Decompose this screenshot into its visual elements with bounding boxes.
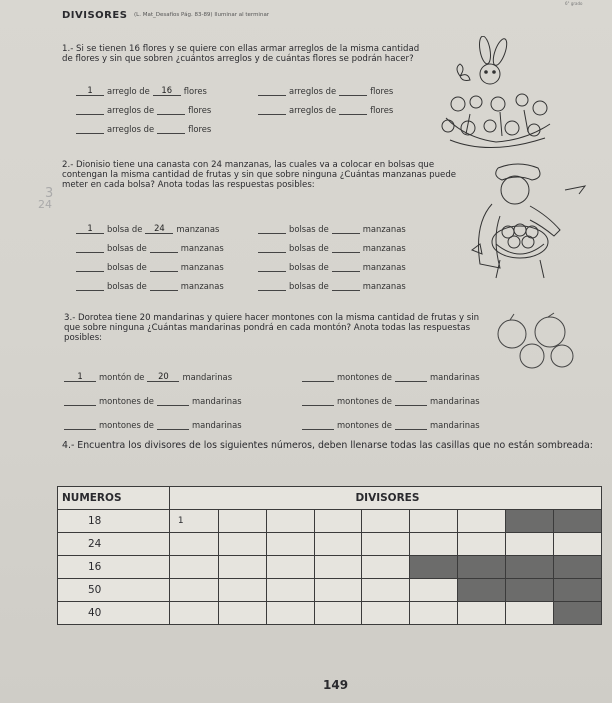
question-1-text: 1.- Si se tienen 16 flores y se quiere con ellas armar arreglos de la misma cantidad de flores y sin que sobren ¿cuántos arreglos y de cuántas flores se podrán hacer? (62, 44, 420, 64)
answer-label: mandarinas (191, 420, 242, 430)
answer-blank[interactable]: 1 (76, 223, 104, 234)
page-number: 149 (323, 678, 349, 692)
divisor-cell[interactable] (266, 556, 314, 579)
answer-label: arreglos de (289, 105, 337, 115)
answer-label: arreglos de (107, 124, 155, 134)
answer-line (258, 104, 396, 115)
answer-blank[interactable] (150, 242, 178, 253)
table-row (58, 510, 602, 533)
answer-label: flores (370, 105, 394, 115)
answer-line (76, 280, 227, 291)
divisor-cell[interactable] (218, 602, 266, 625)
divisor-cell[interactable] (362, 510, 410, 533)
answer-blank[interactable] (157, 395, 189, 406)
answer-label: bolsas de (107, 262, 147, 272)
answer-label: flores (370, 86, 394, 96)
answer-blank[interactable] (302, 395, 334, 406)
answer-label: manzanas (362, 243, 406, 253)
number-cell: 16 (58, 556, 170, 579)
answer-blank[interactable] (339, 85, 367, 96)
answer-blank[interactable] (332, 280, 360, 291)
answer-label: arreglos de (289, 86, 337, 96)
answer-label: bolsas de (289, 243, 329, 253)
divisor-cell[interactable] (553, 533, 601, 556)
divisor-cell[interactable] (169, 556, 218, 579)
corner-note: 6° grado (565, 1, 583, 6)
answer-blank[interactable] (76, 123, 104, 134)
answer-blank[interactable]: 1 (64, 371, 96, 382)
title-note: (L. Mat_Desafíos Pág. 83-89) Iluminar al terminar (134, 12, 270, 18)
header-numeros: NUMEROS (58, 487, 170, 510)
divisor-cell[interactable] (458, 510, 506, 533)
answer-blank[interactable] (339, 104, 367, 115)
answer-blank[interactable] (258, 242, 286, 253)
answer-label: montones de (99, 396, 154, 406)
divisor-cell[interactable]: 1 (169, 510, 218, 533)
margin-mark-bottom: 24 (38, 198, 52, 211)
answer-label: montones de (337, 396, 392, 406)
answer-blank[interactable]: 20 (147, 371, 179, 382)
answer-line (76, 223, 222, 234)
divisor-cell[interactable] (266, 533, 314, 556)
divisor-cell[interactable] (314, 533, 362, 556)
divisor-cell[interactable] (266, 510, 314, 533)
answer-line (302, 419, 483, 430)
answer-label: manzanas (180, 243, 224, 253)
answer-label: flores (188, 124, 212, 134)
question-2-text: 2.- Dionisio tiene una canasta con 24 manzanas, las cuales va a colocar en bolsas que contengan la misma cantidad de frutas y sin que sobre ninguna ¿Cuántas manzanas puede meter en cada bolsa? Anota todas las respuestas posibles: (62, 160, 457, 190)
divisor-cell[interactable] (218, 510, 266, 533)
divisor-cell[interactable] (169, 533, 218, 556)
oranges-illustration (482, 312, 592, 372)
answer-label: manzanas (176, 224, 220, 234)
divisor-cell[interactable] (218, 533, 266, 556)
number-cell: 50 (58, 579, 170, 602)
answer-label: montones de (337, 372, 392, 382)
answer-blank[interactable] (332, 242, 360, 253)
answer-label: manzanas (362, 281, 406, 291)
answer-label: arreglos de (107, 105, 155, 115)
answer-label: montones de (337, 420, 392, 430)
shaded-cell (410, 556, 458, 579)
answer-blank[interactable] (332, 261, 360, 272)
divisor-cell[interactable] (169, 602, 218, 625)
divisor-cell[interactable] (410, 533, 458, 556)
divisor-cell[interactable] (314, 602, 362, 625)
answer-label: bolsas de (289, 224, 329, 234)
shaded-cell (506, 510, 554, 533)
margin-mark-top: 3 (45, 186, 54, 201)
divisor-cell[interactable] (362, 533, 410, 556)
table-row (58, 602, 602, 625)
divisor-cell[interactable] (314, 510, 362, 533)
answer-blank[interactable] (157, 123, 185, 134)
number-cell: 40 (58, 602, 170, 625)
answer-blank[interactable] (258, 223, 286, 234)
number-cell: 24 (58, 533, 170, 556)
divisor-cell[interactable] (362, 579, 410, 602)
divisor-cell[interactable] (458, 533, 506, 556)
answer-blank[interactable] (64, 419, 96, 430)
answer-label: mandarinas (191, 396, 242, 406)
answer-line (258, 85, 396, 96)
answer-label: manzanas (180, 262, 224, 272)
answer-blank[interactable] (332, 223, 360, 234)
answer-blank[interactable] (395, 371, 427, 382)
answer-blank[interactable] (76, 280, 104, 291)
answer-line (258, 223, 409, 234)
question-4-text: 4.- Encuentra los divisores de los siguientes números, deben llenarse todas las casillas que no están sombreada: (62, 440, 593, 451)
shaded-cell (506, 556, 554, 579)
answer-label: mandarinas (182, 372, 233, 382)
question-3-text: 3.- Dorotea tiene 20 mandarinas y quiere hacer montones con la misma cantidad de frutas y sin que sobre ninguna ¿Cuántas mandarinas pondrá en cada montón? Anota todas las respuestas posibles: (64, 313, 480, 343)
answer-blank[interactable] (258, 280, 286, 291)
shaded-cell (458, 556, 506, 579)
answer-label: bolsas de (107, 243, 147, 253)
answer-blank[interactable] (157, 104, 185, 115)
answer-line (64, 419, 245, 430)
answer-line (258, 280, 409, 291)
divisor-cell[interactable] (266, 579, 314, 602)
answer-blank[interactable] (64, 395, 96, 406)
answer-label: manzanas (362, 262, 406, 272)
answer-blank[interactable] (150, 280, 178, 291)
divisor-cell[interactable] (362, 602, 410, 625)
answer-blank[interactable]: 24 (145, 223, 173, 234)
answer-blank[interactable] (76, 104, 104, 115)
answer-line (258, 242, 409, 253)
answer-blank[interactable] (395, 419, 427, 430)
divisor-cell[interactable] (314, 579, 362, 602)
shaded-cell (553, 510, 601, 533)
answer-label: bolsas de (289, 281, 329, 291)
answer-blank[interactable] (258, 261, 286, 272)
divisor-cell[interactable] (410, 579, 458, 602)
answer-blank[interactable]: 1 (76, 85, 104, 96)
shaded-cell (553, 556, 601, 579)
divisors-table (57, 486, 602, 625)
answer-blank[interactable] (258, 85, 286, 96)
answer-label: mandarinas (429, 420, 480, 430)
table-row (58, 579, 602, 602)
answer-label: bolsas de (289, 262, 329, 272)
answer-label: bolsas de (107, 281, 147, 291)
divisor-cell[interactable] (458, 602, 506, 625)
shaded-cell (458, 579, 506, 602)
divisor-cell[interactable] (506, 533, 554, 556)
answer-line (76, 242, 227, 253)
answer-line (64, 395, 245, 406)
answer-blank[interactable]: 16 (153, 85, 181, 96)
number-cell: 18 (58, 510, 170, 533)
answer-blank[interactable] (302, 419, 334, 430)
divisor-cell[interactable] (410, 602, 458, 625)
answer-line (258, 261, 409, 272)
answer-label: bolsa de (107, 224, 143, 234)
divisor-cell[interactable] (410, 510, 458, 533)
page-title: DIVISORES (62, 10, 128, 21)
answer-blank[interactable] (258, 104, 286, 115)
answer-blank[interactable] (157, 419, 189, 430)
answer-line (302, 395, 483, 406)
table-row (58, 533, 602, 556)
answer-line (302, 371, 483, 382)
answer-label: montones de (99, 420, 154, 430)
answer-line (76, 85, 210, 96)
answer-label: montón de (99, 372, 145, 382)
divisor-cell[interactable] (218, 579, 266, 602)
boy-with-apple-basket-illustration (470, 160, 600, 280)
header-divisores: DIVISORES (169, 487, 601, 510)
answer-label: mandarinas (429, 372, 480, 382)
answer-line (64, 371, 235, 382)
divisor-cell[interactable] (362, 556, 410, 579)
answer-label: arreglo de (107, 86, 150, 96)
answer-label: mandarinas (429, 396, 480, 406)
answer-label: flores (183, 86, 207, 96)
answer-blank[interactable] (76, 261, 104, 272)
answer-blank[interactable] (395, 395, 427, 406)
answer-blank[interactable] (150, 261, 178, 272)
answer-label: flores (188, 105, 212, 115)
divisor-cell[interactable] (314, 556, 362, 579)
divisor-cell[interactable] (218, 556, 266, 579)
answer-line (76, 104, 214, 115)
divisor-cell[interactable] (506, 602, 554, 625)
table-row (58, 556, 602, 579)
answer-blank[interactable] (302, 371, 334, 382)
divisor-cell[interactable] (169, 579, 218, 602)
shaded-cell (553, 579, 601, 602)
divisor-cell[interactable] (266, 602, 314, 625)
shaded-cell (506, 579, 554, 602)
answer-label: manzanas (362, 224, 406, 234)
answer-line (76, 261, 227, 272)
answer-line (76, 123, 214, 134)
shaded-cell (553, 602, 601, 625)
answer-blank[interactable] (76, 242, 104, 253)
answer-label: manzanas (180, 281, 224, 291)
flower-bunny-illustration (440, 36, 560, 158)
